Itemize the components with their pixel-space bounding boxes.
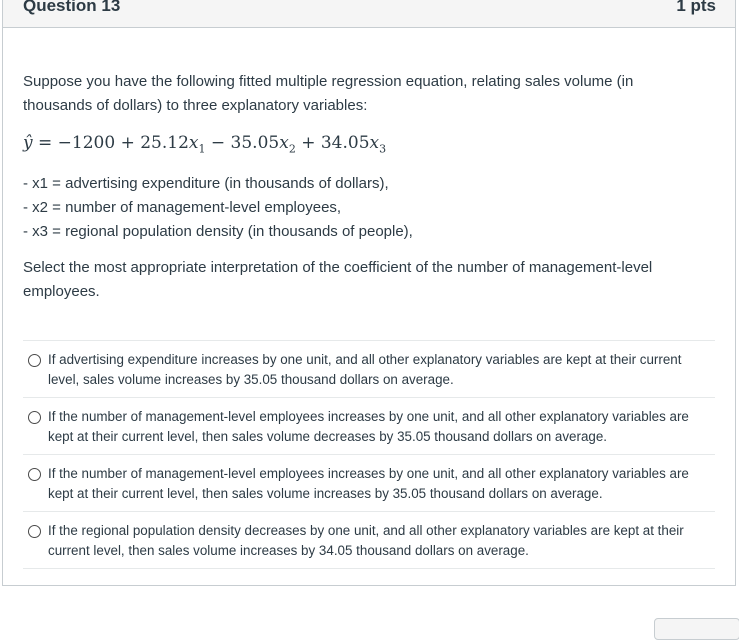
eq-x1: x: [188, 133, 199, 153]
regression-equation: [23, 132, 715, 160]
answer-label-4[interactable]: If the regional population density decreases by one unit, and all other explanatory variables are kept at their current level, then sales volume increases by 34.05 thousand dollars on average.: [48, 523, 684, 559]
eq-sub-1: 1: [198, 142, 206, 156]
eq-sub-3: 3: [379, 142, 387, 156]
question-card: [2, 0, 736, 586]
eq-intercept-term: = −1200 + 25.12: [32, 133, 189, 153]
question-intro: Suppose you have the following fitted multiple regression equation, relating sales volume (in thousands of dollars) to three explanatory variables:: [23, 73, 634, 114]
eq-x3-coef: + 34.05: [295, 133, 370, 153]
answer-list: [23, 340, 715, 569]
definition-x2: - x2 = number of management-level employees,: [23, 199, 342, 217]
answer-option-3[interactable]: [23, 455, 715, 512]
radio-button-2[interactable]: [28, 411, 41, 424]
question-title: Question 13: [23, 0, 121, 15]
eq-x2-coef: − 35.05: [205, 133, 280, 153]
eq-x3: x: [369, 133, 380, 153]
question-header: [3, 0, 735, 28]
radio-button-3[interactable]: [28, 468, 41, 481]
eq-x2: x: [279, 133, 289, 153]
radio-button-1[interactable]: [28, 354, 41, 367]
answer-option-1[interactable]: [23, 341, 715, 398]
next-button[interactable]: [654, 618, 739, 640]
answer-label-2[interactable]: If the number of management-level employees increases by one unit, and all other explanatory variables are kept at their current level, then sales volume decreases by 35.05 thousand dollars on average.: [48, 409, 689, 445]
definition-x1: - x1 = advertising expenditure (in thousands of dollars),: [23, 175, 389, 193]
answer-label-1[interactable]: If advertising expenditure increases by one unit, and all other explanatory variables are kept at their current level, sales volume increases by 35.05 thousand dollars on average.: [48, 352, 682, 388]
eq-yhat: ŷ: [23, 133, 33, 153]
answer-label-3[interactable]: If the number of management-level employees increases by one unit, and all other explanatory variables are kept at their current level, then sales volume increases by 35.05 thousand dollars on average.: [48, 466, 689, 502]
eq-sub-2: 2: [288, 142, 296, 156]
definition-x3: - x3 = regional population density (in thousands of people),: [23, 223, 413, 241]
question-instruction: Select the most appropriate interpretation of the coefficient of the number of management-level employees.: [23, 259, 653, 301]
answer-option-4[interactable]: [23, 512, 715, 569]
question-body: [3, 70, 735, 569]
variable-definitions: [23, 172, 715, 244]
answer-option-2[interactable]: [23, 398, 715, 455]
radio-button-4[interactable]: [28, 525, 41, 538]
question-points: 1 pts: [676, 0, 716, 15]
